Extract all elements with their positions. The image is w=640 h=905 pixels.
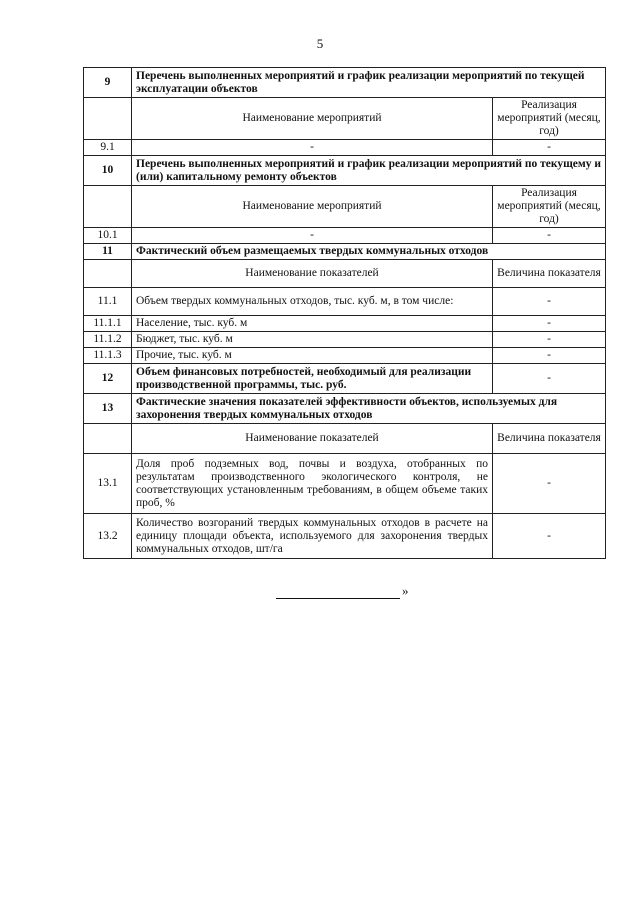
column-header-value: Величина показателя [492, 260, 605, 288]
closing-underline [276, 588, 400, 599]
empty-cell [84, 424, 132, 454]
item-value: - [492, 140, 605, 156]
column-header-name: Наименование мероприятий [132, 186, 493, 228]
report-table-body [84, 68, 606, 559]
section-number: 9 [84, 68, 132, 98]
table-row [84, 348, 606, 364]
item-number: 9.1 [84, 140, 132, 156]
table-row [84, 228, 606, 244]
table-row [84, 424, 606, 454]
item-value: - [492, 514, 605, 559]
table-row [84, 454, 606, 514]
table-row [84, 156, 606, 186]
item-name: Бюджет, тыс. куб. м [132, 332, 493, 348]
item-value: - [492, 316, 605, 332]
table-row [84, 260, 606, 288]
item-name: Количество возгораний твердых коммунальных отходов в расчете на единицу площади объекта, используемого для захоронения твердых коммунальных отходов, шт/га [132, 514, 493, 559]
item-name: Объем финансовых потребностей, необходимый для реализации производственной программы, тыс. руб. [132, 364, 493, 394]
item-number: 13.2 [84, 514, 132, 559]
column-header-value: Реализация мероприятий (месяц, год) [492, 98, 605, 140]
item-name: - [132, 140, 493, 156]
item-number: 11.1.3 [84, 348, 132, 364]
item-name: Объем твердых коммунальных отходов, тыс. куб. м, в том числе: [132, 288, 493, 316]
item-name: Доля проб подземных вод, почвы и воздуха, отобранных по результатам производственного экологического контроля, не соответствующих установленным требованиям, в общем объеме таких проб, % [132, 454, 493, 514]
item-name: Население, тыс. куб. м [132, 316, 493, 332]
empty-cell [84, 260, 132, 288]
column-header-name: Наименование мероприятий [132, 98, 493, 140]
empty-cell [84, 186, 132, 228]
item-number: 11.1.1 [84, 316, 132, 332]
item-number: 13.1 [84, 454, 132, 514]
table-row [84, 140, 606, 156]
column-header-name: Наименование показателей [132, 260, 493, 288]
item-value: - [492, 228, 605, 244]
table-row [84, 98, 606, 140]
table-row [84, 288, 606, 316]
closing-quote: » [402, 583, 409, 598]
item-number: 11.1 [84, 288, 132, 316]
section-number: 11 [84, 244, 132, 260]
table-row [84, 68, 606, 98]
item-value: - [492, 364, 605, 394]
item-name: Прочие, тыс. куб. м [132, 348, 493, 364]
item-number: 10.1 [84, 228, 132, 244]
item-value: - [492, 348, 605, 364]
column-header-value: Реализация мероприятий (месяц, год) [492, 186, 605, 228]
item-value: - [492, 332, 605, 348]
table-row [84, 394, 606, 424]
table-row [84, 244, 606, 260]
report-table [83, 67, 606, 559]
table-row [84, 186, 606, 228]
section-title: Перечень выполненных мероприятий и график реализации мероприятий по текущему и (или) капитальному ремонту объектов [132, 156, 606, 186]
section-title: Перечень выполненных мероприятий и график реализации мероприятий по текущей эксплуатации объектов [132, 68, 606, 98]
item-value: - [492, 288, 605, 316]
table-row [84, 364, 606, 394]
section-title: Фактические значения показателей эффективности объектов, используемых для захоронения твердых коммунальных отходов [132, 394, 606, 424]
page-number: 5 [316, 36, 324, 51]
empty-cell [84, 98, 132, 140]
item-value: - [492, 454, 605, 514]
section-title: Фактический объем размещаемых твердых коммунальных отходов [132, 244, 606, 260]
column-header-value: Величина показателя [492, 424, 605, 454]
section-number: 10 [84, 156, 132, 186]
table-row [84, 332, 606, 348]
item-number: 11.1.2 [84, 332, 132, 348]
closing-line [276, 583, 409, 599]
item-number: 12 [84, 364, 132, 394]
item-name: - [132, 228, 493, 244]
table-row [84, 316, 606, 332]
table-row [84, 514, 606, 559]
section-number: 13 [84, 394, 132, 424]
column-header-name: Наименование показателей [132, 424, 493, 454]
